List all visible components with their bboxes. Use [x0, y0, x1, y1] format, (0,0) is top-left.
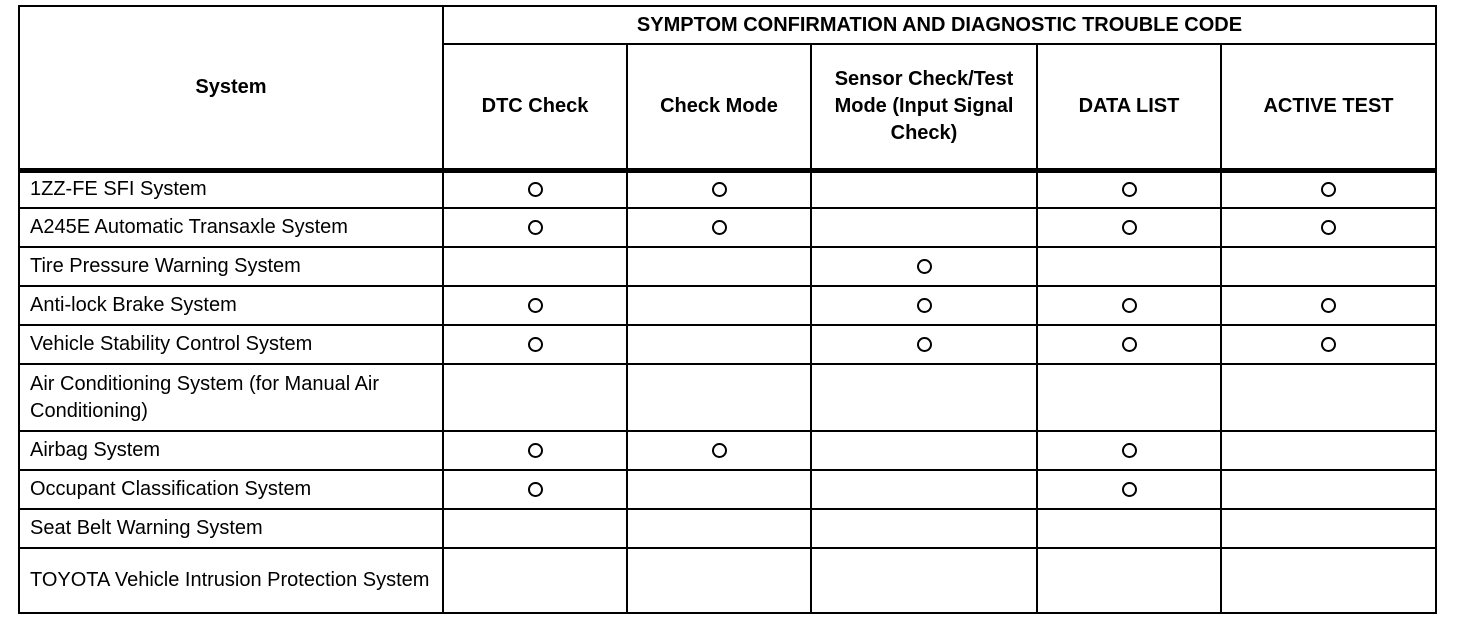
circle-mark-icon [528, 182, 543, 197]
cell-active-test [1221, 208, 1436, 247]
circle-mark-icon [917, 298, 932, 313]
circle-mark-icon [1122, 482, 1137, 497]
cell-active-test [1221, 170, 1436, 208]
column-header-sensor-check: Sensor Check/Test Mode (Input Signal Check) [811, 44, 1037, 170]
cell-dtc-check [443, 170, 627, 208]
table-row [19, 431, 1436, 470]
table-row [19, 286, 1436, 325]
cell-check-mode [627, 208, 811, 247]
table-row [19, 325, 1436, 364]
table-row [19, 364, 1436, 431]
circle-mark-icon [917, 259, 932, 274]
cell-sensor-check [811, 470, 1037, 509]
circle-mark-icon [712, 220, 727, 235]
system-name-cell: Occupant Classification System [19, 470, 443, 509]
table-row [19, 509, 1436, 548]
cell-active-test [1221, 325, 1436, 364]
circle-mark-icon [1122, 337, 1137, 352]
cell-dtc-check [443, 431, 627, 470]
circle-mark-icon [1321, 298, 1336, 313]
cell-data-list [1037, 431, 1221, 470]
cell-dtc-check [443, 470, 627, 509]
table-row [19, 170, 1436, 208]
cell-dtc-check [443, 325, 627, 364]
cell-dtc-check [443, 364, 627, 431]
circle-mark-icon [1122, 220, 1137, 235]
cell-check-mode [627, 170, 811, 208]
cell-sensor-check [811, 325, 1037, 364]
system-name-cell: A245E Automatic Transaxle System [19, 208, 443, 247]
circle-mark-icon [528, 443, 543, 458]
table-row [19, 548, 1436, 613]
circle-mark-icon [528, 337, 543, 352]
cell-sensor-check [811, 548, 1037, 613]
cell-check-mode [627, 364, 811, 431]
cell-dtc-check [443, 208, 627, 247]
cell-active-test [1221, 247, 1436, 286]
column-header-data-list: DATA LIST [1037, 44, 1221, 170]
group-header: SYMPTOM CONFIRMATION AND DIAGNOSTIC TROUBLE CODE [443, 6, 1436, 44]
cell-data-list [1037, 548, 1221, 613]
cell-sensor-check [811, 247, 1037, 286]
cell-sensor-check [811, 364, 1037, 431]
system-name-cell: Airbag System [19, 431, 443, 470]
circle-mark-icon [1321, 182, 1336, 197]
circle-mark-icon [528, 482, 543, 497]
cell-check-mode [627, 325, 811, 364]
circle-mark-icon [1122, 182, 1137, 197]
cell-active-test [1221, 364, 1436, 431]
cell-check-mode [627, 509, 811, 548]
column-header-check-mode: Check Mode [627, 44, 811, 170]
cell-dtc-check [443, 509, 627, 548]
cell-dtc-check [443, 247, 627, 286]
system-name-cell: Seat Belt Warning System [19, 509, 443, 548]
table-row [19, 247, 1436, 286]
cell-check-mode [627, 548, 811, 613]
diagnostic-table [18, 5, 1437, 614]
table-row [19, 470, 1436, 509]
table-body [19, 170, 1436, 613]
column-header-active-test: ACTIVE TEST [1221, 44, 1436, 170]
cell-data-list [1037, 470, 1221, 509]
system-name-cell: Tire Pressure Warning System [19, 247, 443, 286]
column-header-dtc-check: DTC Check [443, 44, 627, 170]
cell-dtc-check [443, 286, 627, 325]
cell-dtc-check [443, 548, 627, 613]
system-name-cell: 1ZZ-FE SFI System [19, 170, 443, 208]
cell-check-mode [627, 431, 811, 470]
cell-check-mode [627, 247, 811, 286]
cell-active-test [1221, 470, 1436, 509]
cell-data-list [1037, 247, 1221, 286]
circle-mark-icon [528, 220, 543, 235]
cell-active-test [1221, 548, 1436, 613]
circle-mark-icon [528, 298, 543, 313]
cell-data-list [1037, 325, 1221, 364]
system-name-cell: Anti-lock Brake System [19, 286, 443, 325]
circle-mark-icon [712, 443, 727, 458]
circle-mark-icon [1122, 298, 1137, 313]
cell-data-list [1037, 208, 1221, 247]
cell-data-list [1037, 170, 1221, 208]
system-name-cell: TOYOTA Vehicle Intrusion Protection System [19, 548, 443, 613]
table-row [19, 208, 1436, 247]
system-name-cell: Vehicle Stability Control System [19, 325, 443, 364]
cell-active-test [1221, 431, 1436, 470]
circle-mark-icon [1321, 337, 1336, 352]
circle-mark-icon [1122, 443, 1137, 458]
cell-sensor-check [811, 509, 1037, 548]
system-name-cell: Air Conditioning System (for Manual Air Conditioning) [19, 364, 443, 431]
cell-active-test [1221, 509, 1436, 548]
cell-data-list [1037, 364, 1221, 431]
cell-check-mode [627, 286, 811, 325]
cell-check-mode [627, 470, 811, 509]
circle-mark-icon [1321, 220, 1336, 235]
cell-active-test [1221, 286, 1436, 325]
system-header: System [19, 6, 443, 170]
cell-sensor-check [811, 208, 1037, 247]
cell-data-list [1037, 286, 1221, 325]
cell-sensor-check [811, 170, 1037, 208]
cell-sensor-check [811, 431, 1037, 470]
circle-mark-icon [917, 337, 932, 352]
cell-data-list [1037, 509, 1221, 548]
circle-mark-icon [712, 182, 727, 197]
cell-sensor-check [811, 286, 1037, 325]
